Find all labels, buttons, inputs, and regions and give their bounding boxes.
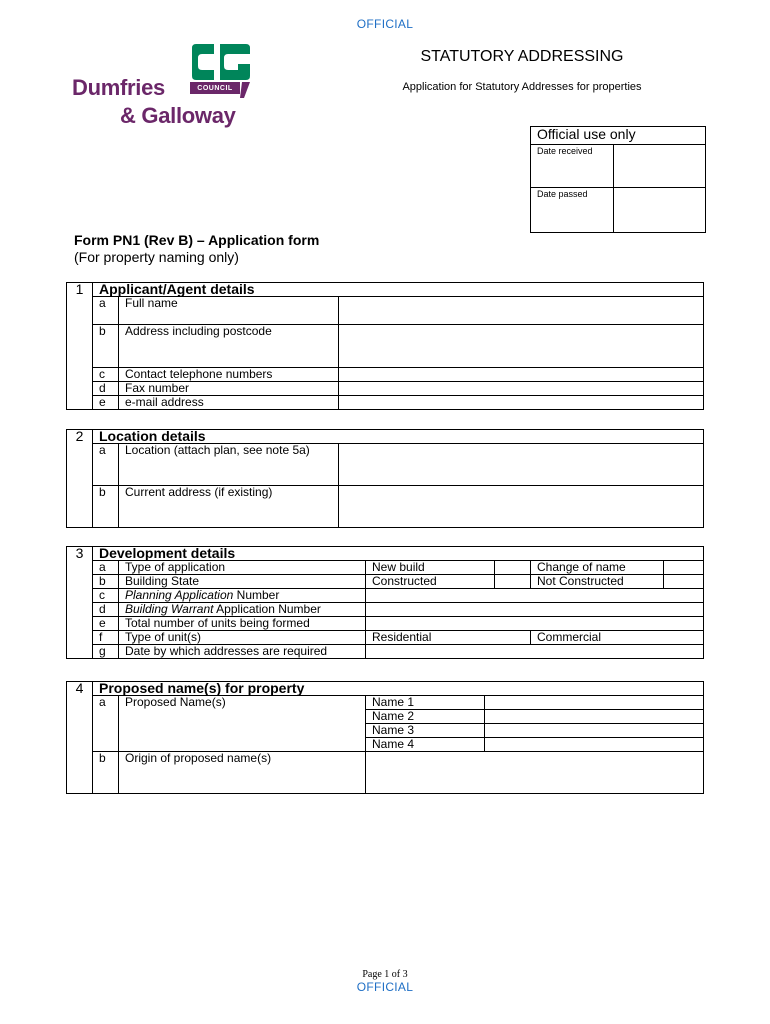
section-development — [66, 546, 704, 659]
row-letter: c — [93, 368, 119, 382]
warrant-number-field[interactable] — [366, 603, 704, 617]
row-label: Planning Application Number — [119, 589, 366, 603]
row-letter: e — [93, 396, 119, 410]
section-title: Applicant/Agent details — [93, 283, 704, 297]
required-date-field[interactable] — [366, 645, 704, 659]
official-use-title: Official use only — [531, 127, 706, 145]
name-label: Name 1 — [366, 696, 485, 710]
row-label: Address including postcode — [119, 325, 339, 368]
date-received-field[interactable] — [614, 145, 706, 188]
row-letter: d — [93, 603, 119, 617]
fax-field[interactable] — [339, 382, 704, 396]
row-letter: a — [93, 444, 119, 486]
row-letter: b — [93, 325, 119, 368]
constructed-checkbox[interactable] — [495, 575, 531, 589]
option-label: Change of name — [531, 561, 664, 575]
units-count-field[interactable] — [366, 617, 704, 631]
row-label: Building Warrant Application Number — [119, 603, 366, 617]
email-field[interactable] — [339, 396, 704, 410]
row-label: Date by which addresses are required — [119, 645, 366, 659]
row-letter: a — [93, 696, 119, 752]
option-label: New build — [366, 561, 495, 575]
change-of-name-checkbox[interactable] — [664, 561, 704, 575]
address-field[interactable] — [339, 325, 704, 368]
name-label: Name 4 — [366, 738, 485, 752]
location-field[interactable] — [339, 444, 704, 486]
form-subtitle: (For property naming only) — [74, 249, 239, 265]
option-commercial[interactable]: Commercial — [531, 631, 704, 645]
section-location — [66, 429, 704, 528]
name-label: Name 3 — [366, 724, 485, 738]
date-passed-label: Date passed — [531, 188, 614, 233]
row-label: e-mail address — [119, 396, 339, 410]
date-received-label: Date received — [531, 145, 614, 188]
page-subtitle: Application for Statutory Addresses for properties — [402, 81, 642, 93]
current-address-field[interactable] — [339, 486, 704, 528]
security-marking-bottom: OFFICIAL — [356, 980, 414, 994]
date-passed-field[interactable] — [614, 188, 706, 233]
row-letter: c — [93, 589, 119, 603]
section-number: 2 — [67, 430, 93, 444]
section-title: Location details — [93, 430, 704, 444]
row-letter: b — [93, 752, 119, 794]
section-number: 1 — [67, 283, 93, 297]
row-label: Current address (if existing) — [119, 486, 339, 528]
row-letter: a — [93, 561, 119, 575]
option-label: Not Constructed — [531, 575, 664, 589]
council-logo — [70, 42, 255, 132]
section-title: Proposed name(s) for property — [93, 682, 704, 696]
name-1-field[interactable] — [485, 696, 704, 710]
name-4-field[interactable] — [485, 738, 704, 752]
row-label: Fax number — [119, 382, 339, 396]
security-marking-top: OFFICIAL — [356, 17, 414, 31]
section-title: Development details — [93, 547, 704, 561]
name-label: Name 2 — [366, 710, 485, 724]
section-applicant — [66, 282, 704, 410]
option-residential[interactable]: Residential — [366, 631, 531, 645]
row-letter: a — [93, 297, 119, 325]
row-label: Proposed Name(s) — [119, 696, 366, 752]
page-number: Page 1 of 3 — [362, 969, 408, 980]
row-letter: d — [93, 382, 119, 396]
logo-line-2: & Galloway — [120, 103, 236, 128]
logo-line-1: Dumfries — [72, 75, 165, 100]
option-label: Constructed — [366, 575, 495, 589]
form-title: Form PN1 (Rev B) – Application form — [74, 232, 320, 248]
page-title: STATUTORY ADDRESSING — [420, 48, 624, 65]
row-letter: f — [93, 631, 119, 645]
telephone-field[interactable] — [339, 368, 704, 382]
row-label: Full name — [119, 297, 339, 325]
row-label: Type of unit(s) — [119, 631, 366, 645]
row-label: Total number of units being formed — [119, 617, 366, 631]
row-letter: e — [93, 617, 119, 631]
council-badge-text: COUNCIL — [197, 85, 233, 92]
full-name-field[interactable] — [339, 297, 704, 325]
section-number: 3 — [67, 547, 93, 561]
row-letter: b — [93, 575, 119, 589]
row-letter: g — [93, 645, 119, 659]
row-label: Location (attach plan, see note 5a) — [119, 444, 339, 486]
name-3-field[interactable] — [485, 724, 704, 738]
not-constructed-checkbox[interactable] — [664, 575, 704, 589]
row-label: Type of application — [119, 561, 366, 575]
section-number: 4 — [67, 682, 93, 696]
name-2-field[interactable] — [485, 710, 704, 724]
row-label: Contact telephone numbers — [119, 368, 339, 382]
new-build-checkbox[interactable] — [495, 561, 531, 575]
section-proposed-names — [66, 681, 704, 794]
planning-number-field[interactable] — [366, 589, 704, 603]
row-label: Building State — [119, 575, 366, 589]
row-label: Origin of proposed name(s) — [119, 752, 366, 794]
official-use-box — [530, 126, 706, 233]
origin-field[interactable] — [366, 752, 704, 794]
row-letter: b — [93, 486, 119, 528]
